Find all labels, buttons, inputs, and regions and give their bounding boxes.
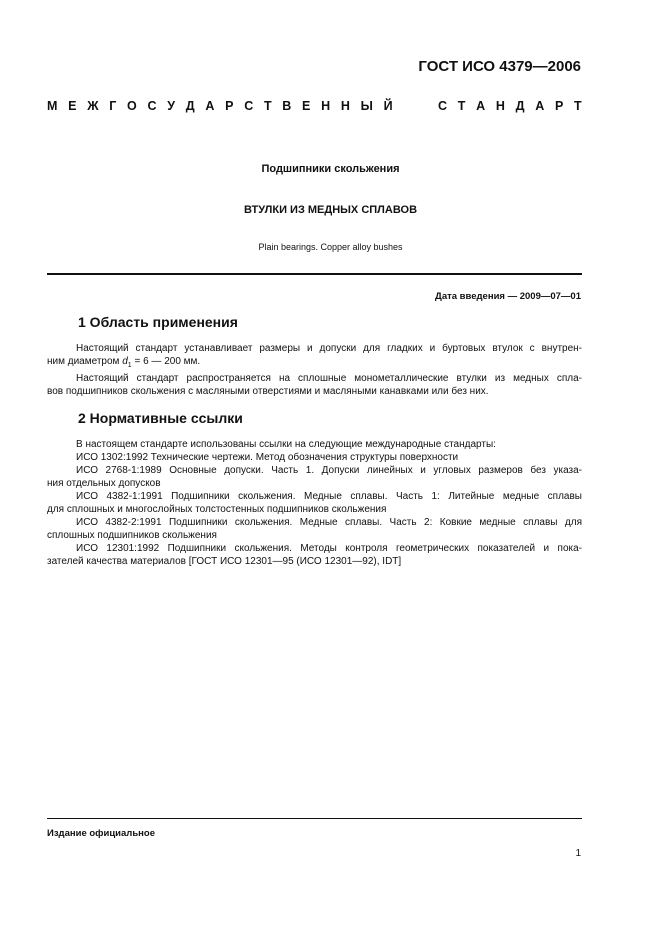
footer-divider	[47, 818, 582, 819]
reference-item: ИСО 2768-1:1989 Основные допуски. Часть 1. Допуски линейных и угловых размеров без указа-	[76, 465, 582, 476]
paragraph-line: ним диаметром $d_1 = 6$ — 200 мм.	[47, 356, 201, 369]
reference-continuation: сплошных подшипников скольжения	[47, 530, 217, 541]
document-group-title: Подшипники скольжения	[261, 163, 400, 175]
banner-letter: Т	[457, 99, 466, 113]
reference-continuation: для сплошных и многослойных толстостенных подшипников скольжения	[47, 504, 387, 515]
reference-continuation: зателей качества материалов [ГОСТ ИСО 12301—95 (ИСО 12301—92), IDT]	[47, 556, 402, 567]
banner-letter: С	[438, 99, 448, 113]
section-1-heading: 1 Область применения	[78, 314, 238, 330]
paragraph-line: вов подшипников скольжения с масляными отверстиями и масляными канавками или без них.	[47, 386, 489, 397]
diameter-subscript: 1	[127, 362, 132, 369]
banner-letter: А	[205, 99, 215, 113]
reference-item: ИСО 12301:1992 Подшипники скольжения. Методы контроля геометрических показателей и пока-	[76, 543, 582, 554]
banner-letter: Р	[225, 99, 234, 113]
banner-letter: А	[535, 99, 545, 113]
reference-item: ИСО 4382-1:1991 Подшипники скольжения. Медные сплавы. Часть 1: Литейные медные сплавы	[76, 491, 582, 502]
banner-letter: Г	[109, 99, 117, 113]
banner-letter: Н	[495, 99, 505, 113]
banner-letter: С	[244, 99, 254, 113]
paragraph-line: Настоящий стандарт устанавливает размеры и допуски для гладких и буртовых втулок с внутрен-	[76, 343, 582, 354]
banner-letter: Ы	[360, 99, 373, 113]
section-2-heading: 2 Нормативные ссылки	[78, 410, 243, 426]
title-divider	[47, 273, 582, 275]
banner-letter: Н	[321, 99, 331, 113]
banner-letter: У	[167, 99, 176, 113]
reference-item: ИСО 4382-2:1991 Подшипники скольжения. Медные сплавы. Часть 2: Ковкие медные сплавы для	[76, 517, 582, 528]
page-number: 1	[575, 848, 581, 859]
banner-letter: Т	[263, 99, 272, 113]
paragraph-line: Настоящий стандарт распространяется на сплошные монометаллические втулки из медных спла-	[76, 373, 582, 384]
reference-continuation: ния отдельных допусков	[47, 478, 161, 489]
reference-item: ИСО 1302:1992 Технические чертежи. Метод обозначения структуры поверхности	[76, 452, 459, 463]
banner-letter: Ж	[87, 99, 99, 113]
diameter-symbol: d	[122, 356, 128, 367]
banner-letter: Е	[302, 99, 311, 113]
banner-letter: С	[147, 99, 157, 113]
banner-letter: О	[127, 99, 137, 113]
banner-word-gap	[403, 99, 427, 113]
banner-letter: Р	[554, 99, 564, 113]
banner-letter: М	[47, 99, 58, 113]
banner-letter: Т	[574, 99, 582, 113]
banner-letter: А	[476, 99, 486, 113]
paragraph-line: В настоящем стандарте использованы ссылки на следующие международные стандарты:	[76, 439, 496, 450]
standard-code: ГОСТ ИСО 4379—2006	[418, 58, 581, 75]
document-english-title: Plain bearings. Copper alloy bushes	[258, 242, 403, 252]
banner-letter: Д	[185, 99, 195, 113]
document-main-title: ВТУЛКИ ИЗ МЕДНЫХ СПЛАВОВ	[243, 204, 418, 216]
banner-letter: Д	[515, 99, 525, 113]
official-edition-label: Издание официальное	[47, 828, 155, 839]
introduction-date: Дата введения — 2009—07—01	[435, 291, 581, 302]
banner-letter: В	[282, 99, 292, 113]
banner-letter: Й	[383, 99, 393, 113]
section-2-body	[47, 438, 582, 568]
banner-letter: Е	[68, 99, 77, 113]
banner-letter: Н	[340, 99, 350, 113]
interstate-standard-banner	[47, 99, 582, 113]
section-1-body	[47, 342, 582, 398]
